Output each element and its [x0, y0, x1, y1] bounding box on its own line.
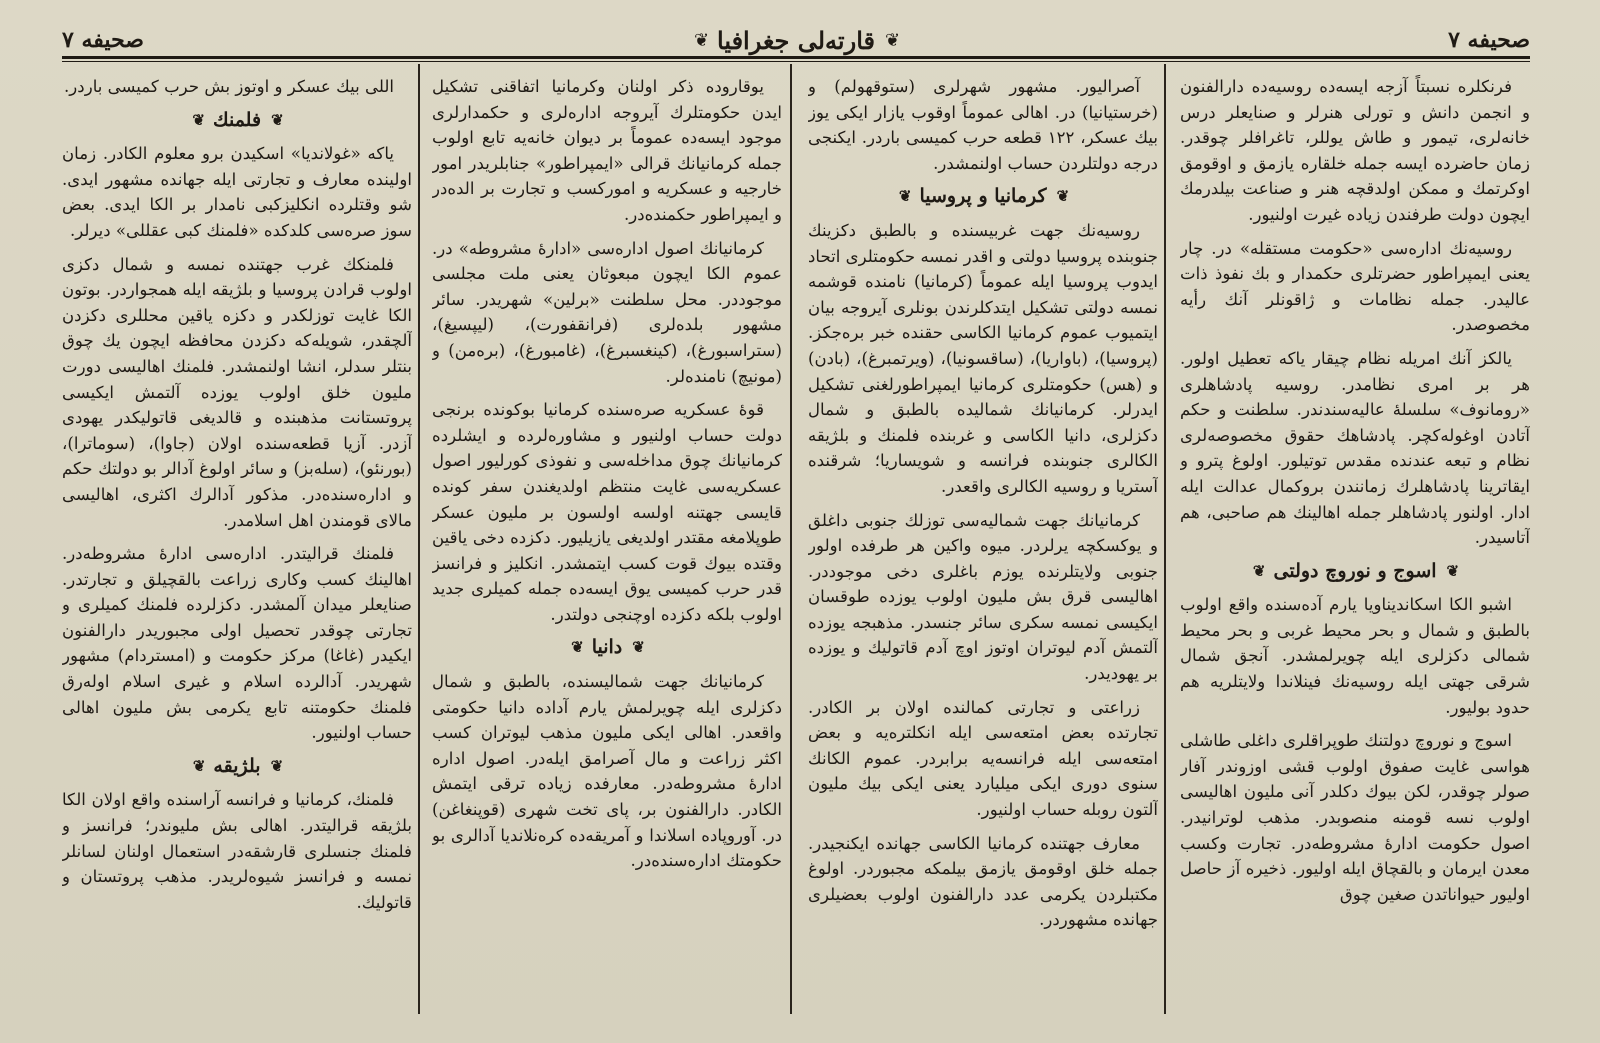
ornament-icon: ❦ — [632, 638, 643, 657]
paragraph: معارف جهتنده كرمانيا الكاسى جهانده ايكنجيدر. جمله خلق اوقومق يازمق بيلمكه مجبوردر. اولوغ مكتبلردن يكرمى عدد دارالفنون اولوب بعضيلرى جهانده مشهوردر. — [808, 833, 1158, 930]
paragraph: فلمنك، كرمانيا و فرانسه آراسنده واقع اولان الكا بلژيقه قراليتدر. اهالى بش مليوندر؛ فرانسز و فلمنك جنسلرى قارشقەدر استعمال اولنان لسانلر نمسه و فرانسز شيوەلريدر. مذهب پروتستان و قاتوليك. — [62, 790, 412, 912]
ornament-icon: ❦ — [693, 29, 708, 51]
ornament-icon: ❦ — [1446, 561, 1458, 580]
section-heading — [62, 754, 412, 780]
page-title: قارتەلى جغرافيا — [717, 25, 875, 55]
text-column-1 — [1180, 74, 1530, 1014]
section-heading-text: كرمانيا و پروسيا — [919, 185, 1047, 208]
ornament-icon: ❦ — [192, 756, 204, 775]
header-rule — [62, 56, 1530, 59]
paragraph: ياكه «غولانديا» اسكيدن برو معلوم الكادر. زمان اولينده معارف و تجارتى ايله جهانده مشهور ايدى. شو وقتلرده انكليزكبى نامدار بر الكا ايدى. بعض سوز صرەسى كلدكده «فلمنك كبى عقللى» ديرلر. — [62, 144, 412, 240]
paragraph: فلمنكك غرب جهتنده نمسه و شمال دكزى اولوب قرادن پروسيا و بلژيقه ايله همجواردر. بوتون الكا غايت توزلكدر و دكزه ياقين محللرى دكزدن آلچقدر، شويلەكه دكزدن محافظه ايچون يك چوق بنتلر سدلر، انشا اولنمشدر. فلمنك اهاليسى دورت مليون خلق اولوب يوزده آلتمش ايكيسى پروتستانت مذهبنده و قالديغى قاتوليكدر يهودى آزدر. آزيا قطعەسنده اولان (جاوا)، (سوماترا)، (بورنئو)، (سلەبز) و سائر اولوغ آدالر بو دولتك حكم و ادارەسندەدر. مذكور آدالرك اكثرى، اهاليسى مالاى قومندن اهل اسلامدر. — [62, 254, 412, 530]
column-divider — [1164, 64, 1166, 1014]
paragraph: كرمانيانك اصول ادارەسى «ادارۀ مشروطه» در. عموم الكا ايچون مبعوثان يعنى ملت مجلسى موجوددر. محل سلطنت «برلين» شهريدر. سائر مشهور بلدەلرى (فرانقفورت)، (ليپسيغ)، (ستراسبورغ)، (كينغسبرغ)، (غامبورغ)، (برەمن) و (مونيچ) نامندەلر. — [432, 238, 782, 386]
section-heading — [1180, 559, 1530, 585]
ornament-icon: ❦ — [192, 110, 203, 129]
ornament-icon: ❦ — [571, 638, 582, 657]
ornament-icon: ❦ — [884, 29, 899, 51]
section-heading — [62, 108, 412, 134]
ornament-icon: ❦ — [271, 110, 282, 129]
paragraph: زراعتى و تجارتى كمالنده اولان بر الكادر. تجارتده بعض امتعەسى ايله انكلترەيه و بعض امتعەسى ايله فرانسەيه برابردر. عموم الكانك سنوى دورى ايكى ميليارد يعنى ايكى بيك مليون آلتون روبله حساب اولنيور. — [808, 697, 1158, 820]
paragraph: اللى بيك عسكر و اوتوز بش حرب كميسى باردر. — [64, 77, 394, 96]
paragraph: روسيەنك ادارەسى «حكومت مستقله» در. چار يعنى ايمپراطور حضرتلرى حكمدار و بك نفوذ ذات عاليدر. جمله نظامات و ژاقونلر آنك رأيه مخصوصدر. — [1180, 238, 1530, 335]
paragraph: قوۀ عسكريه صرەسنده كرمانيا بوكونده برنجى دولت حساب اولنيور و مشاورەلرده و ايشلرده كرمانيانك چوق مداخلەسى و نفوذى كورليور اصول عسكريەسى غايت منتظم اولديغندن سفر كونده قايسى جهتنه اولسه اولسون بر مليون عسكر طوپلامغه مقتدر اولديغى يازيليور. دكزده دخى ياقين وقتده بيوك قوت كسب ايتمشدر. انكليز و فرانسز قدر حرب كميسى يوق ايسەده جمله كميلرى جديد اولوب بلكه دكزده اوچنجى دولتدر. — [432, 400, 782, 624]
paragraph: روسيەنك جهت غربيسنده و بالطبق دكزينك جنوبنده پروسيا دولتى و اقدر نمسه حكومتلرى اتحاد ايدوب پروسيا ايله عموماً (كرمانيا) نامنده قوشمه نمسه دولتى تشكيل ايتدكلرندن بونلرى آيروجه بيان ايتميوب عموم كرمانيا الكاسى حقنده خبر برەجكز. (پروسيا)، (باواريا)، (ساقسونيا)، (ويرتمبرغ)، (بادن) و (هس) حكومتلرى كرمانيا ايمپراطورلغنى تشكيل ايدرلر. كرمانيانك شماليده بالطبق و شمال دكزلرى، دانيا الكاسى و غربنده فلمنك و بلژيقه الكالرى جنوبنده فرانسه و شويساريا؛ شرقنده آستريا و روسيه الكالرى واقعدر. — [808, 220, 1158, 496]
page-header — [62, 22, 1530, 58]
paragraph: فلمنك قراليتدر. ادارەسى ادارۀ مشروطەدر. اهالينك كسب وكارى زراعت بالقچيلق و تجارتدر. صنايعلر ميدان آلمشدر. دكزلرده فلمنك كميلرى و تجارتى چوقدر تحصيل اولى مجبوريدر دارالفنون ايكيدر (غاغا) مركز حكومت و (امستردام) مشهور شهريدر. آدالرده اسلام و غيرى اسلام اولەرق فلمنك حكومتنه تابع يكرمى بش مليون اهالى حساب اولنيور. — [62, 544, 412, 743]
section-heading-text: دانيا — [591, 636, 623, 659]
ornament-icon: ❦ — [1252, 561, 1264, 580]
paragraph: يوقاروده ذكر اولنان وكرمانيا اتفاقنى تشكيل ايدن حكومتلرك آيروجه ادارەلرى و حكمدارلرى موجود ايسەده عموماً بر ديوان خانەيه تابع اولوب جمله كرمانيانك قرالى «ايمپراطور» جنابلريدر امور خارجيه و عسكريه و اموركسب و تجارت بر الدەدر و ايمپراطور حكمندەدر. — [432, 77, 782, 224]
section-heading-text: اسوج و نوروچ دولتى — [1273, 559, 1437, 582]
paragraph: اشبو الكا اسكانديناويا يارم آدەسنده واقع اولوب بالطبق و شمال و بحر محيط غربى و بحر محيط شمالى دكزلرى ايله چويرلمشدر. آنجق شمال شرقى جهتى ايله روسيەنك فينلاندا ولايتلريه هم حدود بوليور. — [1180, 595, 1530, 717]
section-heading — [432, 635, 782, 661]
text-column-2 — [808, 74, 1158, 1014]
paragraph: فرنكلره نسبتاً آزجه ايسەده روسيەده دارالفنون و انجمن دانش و تورلى هنرلر و صنايعلر درس خانەلرى، تيمور و طاش يوللر، تاغرافلر چوقدر. زمان حاضرده ايسه جمله خلقاره يازمق و اوقومق اوكرتمك و ممكن اولدقچه هنر و صناعت بيلدرمك ايچون دولت طرفندن زياده غيرت اولنيور. — [1180, 77, 1530, 224]
paragraph: آصراليور. مشهور شهرلرى (ستوقهولم) و (خرستيانيا) در. اهالى عموماً اوقوب يازار ايكى يوز بيك عسكر، ١٢٢ قطعه حرب كميسى باردر. ايكنجى درجه دولتلردن حساب اولنمشدر. — [808, 77, 1158, 173]
ornament-icon: ❦ — [1056, 187, 1068, 206]
section-heading-text: فلمنك — [212, 108, 262, 131]
header-rule-thin — [62, 61, 1530, 62]
section-heading — [808, 184, 1158, 210]
paragraph: كرمانيانك جهت شماليەسى توزلك جنوبى داغلق و يوكسكچه يرلردر. ميوه واكين هر طرفده اولور جنوبى ولايتلرنده يوزم باغلرى دخى موجوددر. اهاليسى قرق بش مليون اولوب يوزده طوقسان ايكيسى نمسه سكرى سائر جنسدر. مذهبجه يوزده آلتمش آدم ليوتران اوتوز اوچ آدم قاتوليك و يوزده بر يهوديدر. — [808, 510, 1158, 684]
column-divider — [418, 64, 420, 1014]
ornament-icon: ❦ — [898, 187, 910, 206]
section-heading-text: بلژيقه — [213, 754, 261, 777]
text-column-4 — [62, 74, 412, 1014]
page-number-right: صحيفه ٧ — [1448, 27, 1530, 53]
paragraph: اسوج و نوروچ دولتنك طوپراقلرى داغلى طاشلى هواسى غايت صفوق اولوب قشى اوزوندر آفار صولر چوقدر، لكن بيوك دكلدر آنى مليون اهاليسى اولوب نسه قومنه منصوبدر. مذهب لوترانيدر. اصول حكومت ادارۀ مشروطەدر. تجارت وكسب معدن ايرمان و بالقچاق ايله اوليور. ذخيره آز حاصل اوليور حيواناتدن صغين چوق — [1180, 731, 1530, 904]
paragraph: كرمانيانك جهت شماليسنده، بالطبق و شمال دكزلرى ايله چويرلمش يارم آداده دانيا حكومتى واقعدر. اهالى ايكى مليون مذهب ليوتران كسب اكثر زراعت و مال آصرامق ايلەدر. اصول ادارە ادارۀ مشروطەدر. معارفده زياده ترقى ايتمش الكادر. دارالفنون بر، پاى تخت شهرى (قوپنغاغن) در. آوروپاده اسلاندا و آمريقەده كرەنلانديا آدالرى بو حكومتك ادارەسندەدر. — [432, 672, 782, 871]
text-column-3 — [432, 74, 782, 1014]
ornament-icon: ❦ — [270, 756, 282, 775]
column-divider — [790, 64, 792, 1014]
page-number-left: صحيفه ٧ — [62, 27, 144, 53]
masthead — [694, 26, 898, 55]
paragraph: يالكز آنك امريله نظام چيقار ياكه تعطيل اولور. هر بر امرى نظامدر. روسيه پادشاهلرى «رومانوف» سلسلۀ عاليەسندندر. سلطنت و حكم آتادن اوغولەكچر. پادشاهك حقوق مخصوصەلرى نظام و تبعه عندنده مقدس توتيلور. اولوغ پترو و ايقاترينا پادشاهلرك زمانندن بروكمال عدالت ايله ادار. اولنور پادشاهلر جمله اهالينك هم صاحبى، هم آتاسيدر. — [1180, 348, 1530, 548]
